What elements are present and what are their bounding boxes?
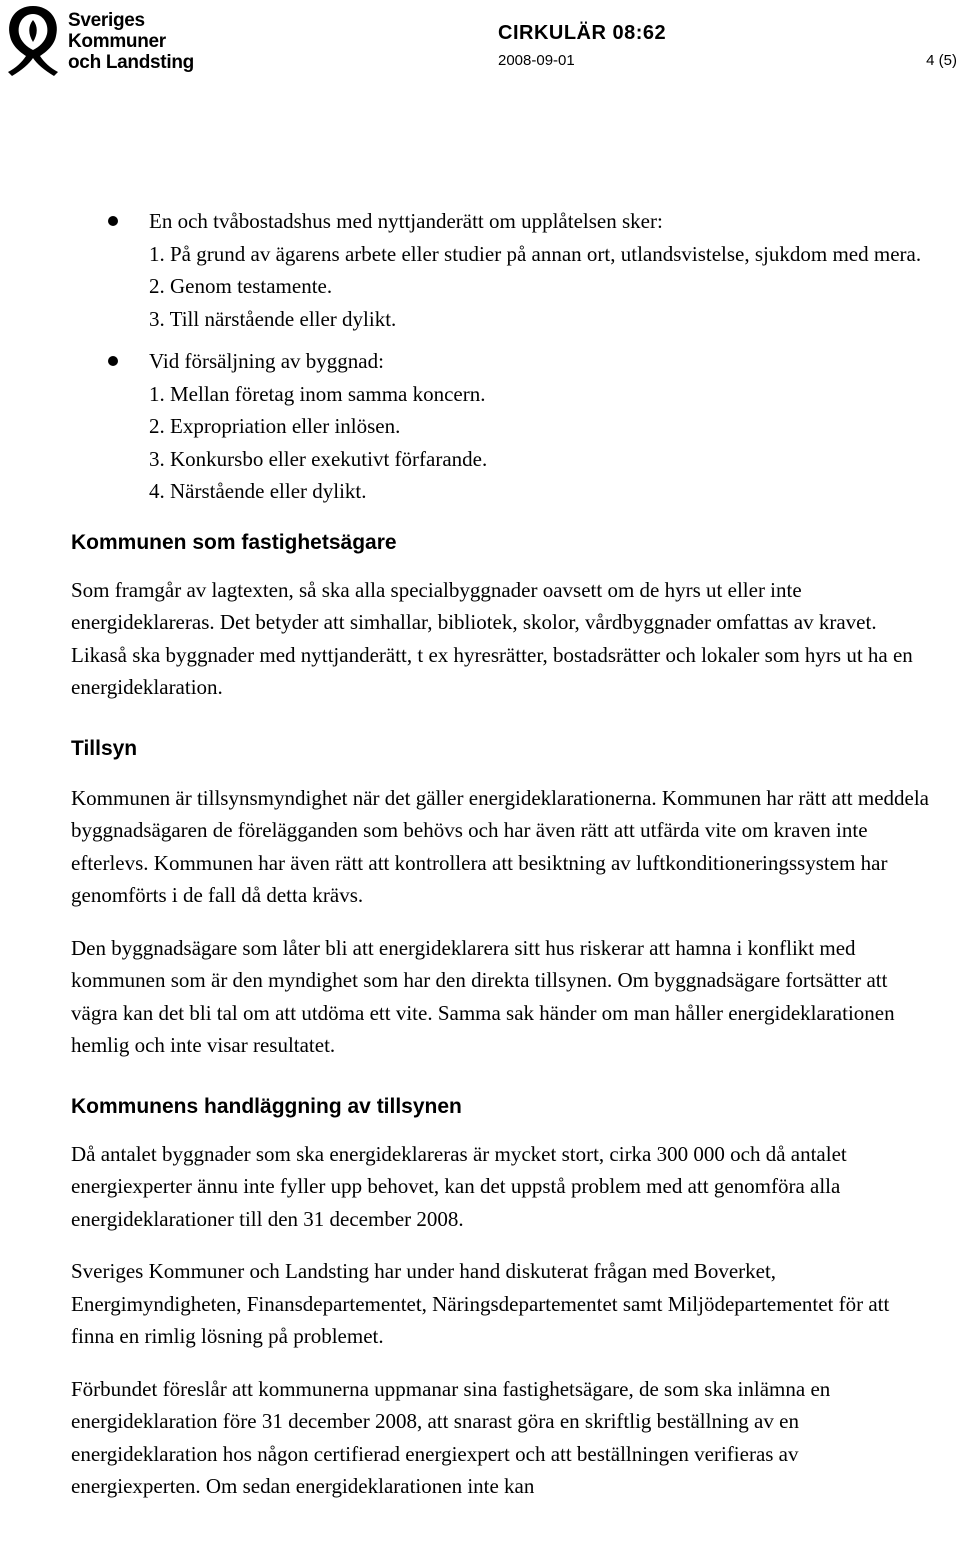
paragraph: Som framgår av lagtexten, så ska alla specialbyggnader oavsett om de hyrs ut eller inte energideklareras. Det betyder att simhallar, bibliotek, skolor, vårdbyggnader omfattas av kravet. Likaså ska byggnader med nyttjanderätt, t ex hyresrätter, bostadsrätter och lokaler som hyrs ut ha en energideklaration. xyxy=(71,577,913,699)
paragraph: Förbundet föreslår att kommunerna uppmanar sina fastighetsägare, de som ska inlämna en energideklaration före 31 december 2008, att snarast göra en skriftlig beställning av en energideklaration hos någon certifierad energiexpert och att beställningen verifieras av energiexperten. Om sedan energideklarationen inte kan xyxy=(71,1376,831,1498)
sub-item: 2. Expropriation eller inlösen. xyxy=(149,414,401,438)
bullet-item xyxy=(71,345,931,508)
page-header xyxy=(0,0,960,90)
logo-line-3: och Landsting xyxy=(68,52,194,73)
sub-item: 2. Genom testamente. xyxy=(149,274,333,298)
bullet-icon xyxy=(108,356,118,366)
sub-item: 3. Till närstående eller dylikt. xyxy=(149,306,397,331)
paragraph: Den byggnadsägare som låter bli att energideklarera sitt hus riskerar att hamna i konflikt med kommunen som är den myndighet som har den direkta tillsynen. Om byggnadsägare fortsätter att vägra kan det bli tal om att utdöma ett vite. Samma sak händer om man håller energideklarationen hemlig och inte visar resultatet. xyxy=(71,935,895,1057)
logo-text xyxy=(68,10,194,73)
paragraph: Sveriges Kommuner och Landsting har under hand diskuterat frågan med Boverket, Energimyndigheten, Finansdepartementet, Näringsdepartementet samt Miljödepartementet för att finna en rimlig lösning på problemet. xyxy=(71,1259,890,1348)
sub-item: 4. Närstående eller dylikt. xyxy=(149,479,367,503)
sub-item: 3. Konkursbo eller exekutivt förfarande. xyxy=(149,446,488,471)
bullet-text: Vid försäljning av byggnad: xyxy=(149,349,384,373)
bullet-item xyxy=(71,205,931,335)
paragraph: Kommunen är tillsynsmyndighet när det gäller energideklarationerna. Kommunen har rätt att meddela byggnadsägaren de förelägganden som behövs och har även rätt att utfärda vite om kraven inte efterlevs. Kommunen har även rätt att kontrollera att besiktning av luftkonditioneringssystem har genomförts i de fall då detta krävs. xyxy=(71,785,930,907)
sub-item: 1. På grund av ägarens arbete eller studier på annan ort, utlandsvistelse, sjukdom med mera. xyxy=(149,241,922,266)
paragraph: Då antalet byggnader som ska energideklareras är mycket stort, cirka 300 000 och då antalet energiexperter ännu inte fyller upp behovet, kan det uppstå problem med att genomföra alla energideklarationer till den 31 december 2008. xyxy=(71,1141,847,1231)
document-body xyxy=(71,205,931,1503)
sub-item: 1. Mellan företag inom samma koncern. xyxy=(149,381,486,406)
logo-line-2: Kommuner xyxy=(68,31,166,52)
logo-line-1: Sveriges xyxy=(68,10,145,31)
section-heading: Kommunen som fastighetsägare xyxy=(71,530,397,554)
section-heading: Tillsyn xyxy=(71,736,138,760)
skl-logo xyxy=(2,2,192,78)
circular-date: 2008-09-01 xyxy=(498,52,575,69)
section-heading: Kommunens handläggning av tillsynen xyxy=(71,1094,462,1118)
bullet-icon xyxy=(108,216,118,226)
skl-emblem-icon xyxy=(2,2,64,78)
bullet-text: En och tvåbostadshus med nyttjanderätt om upplåtelsen sker: xyxy=(149,209,663,233)
page-number: 4 (5) xyxy=(926,52,957,69)
bullet-list xyxy=(71,205,931,508)
circular-title: CIRKULÄR 08:62 xyxy=(498,22,667,44)
